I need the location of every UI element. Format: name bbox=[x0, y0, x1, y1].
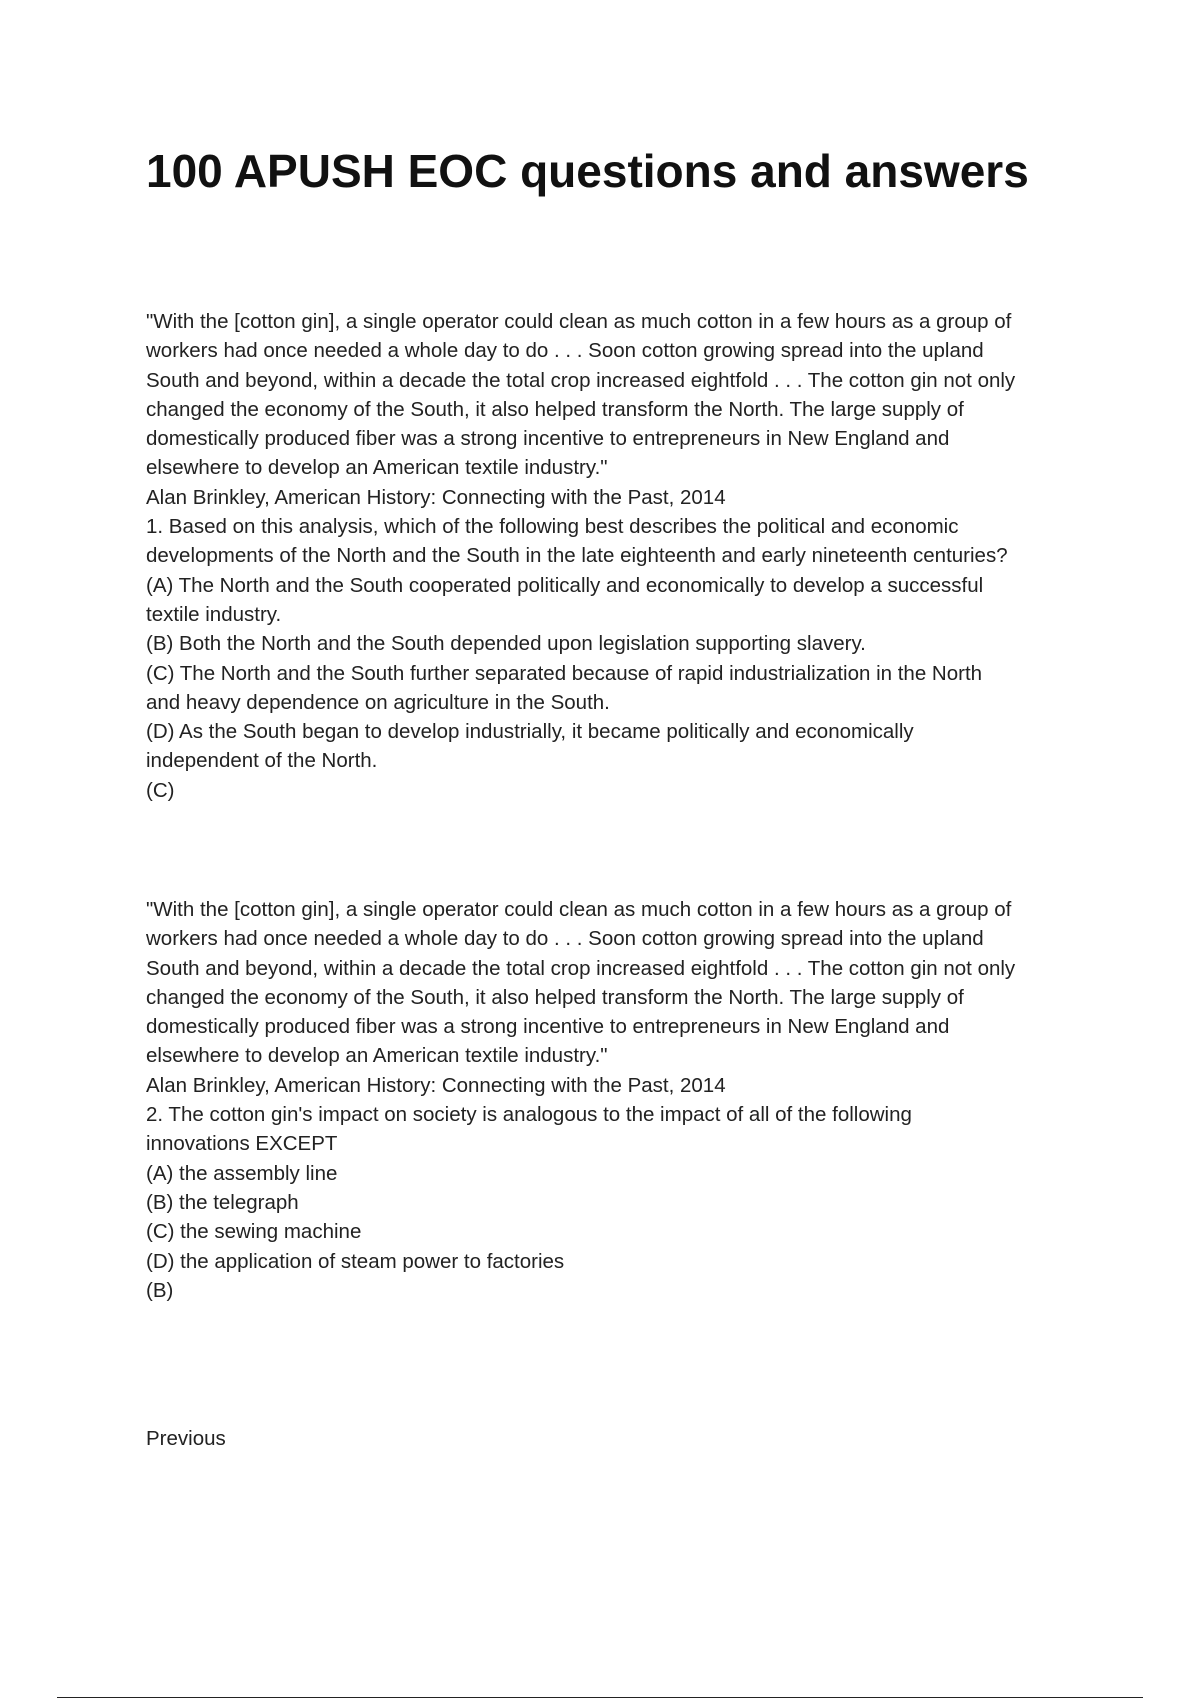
correct-answer: (B) bbox=[146, 1278, 174, 1302]
answer-option-line: (B) the telegraph bbox=[146, 1190, 299, 1214]
passage-line: South and beyond, within a decade the total crop increased eightfold . . . The cotton gin not only bbox=[146, 368, 1016, 392]
passage-line: changed the economy of the South, it also helped transform the North. The large supply of bbox=[146, 985, 964, 1009]
passage-line: elsewhere to develop an American textile industry." bbox=[146, 1044, 608, 1068]
passage-source: Alan Brinkley, American History: Connecting with the Past, 2014 bbox=[146, 485, 726, 509]
passage-line: "With the [cotton gin], a single operator could clean as much cotton in a few hours as a group of bbox=[146, 310, 1012, 333]
question-prompt-line: innovations EXCEPT bbox=[146, 1132, 338, 1156]
footer-divider bbox=[57, 1697, 1143, 1698]
previous-link[interactable]: Previous bbox=[146, 1427, 226, 1450]
passage-line: elsewhere to develop an American textile industry." bbox=[146, 456, 608, 480]
answer-option-line: textile industry. bbox=[146, 602, 282, 626]
passage-line: workers had once needed a whole day to do . . . Soon cotton growing spread into the upland bbox=[146, 927, 984, 951]
answer-option-line: and heavy dependence on agriculture in the South. bbox=[146, 690, 610, 714]
answer-option-line: (D) As the South began to develop industrially, it became politically and economically bbox=[146, 720, 914, 744]
question-block bbox=[146, 307, 1096, 805]
passage-line: domestically produced fiber was a strong incentive to entrepreneurs in New England and bbox=[146, 427, 950, 451]
passage-line: changed the economy of the South, it also helped transform the North. The large supply of bbox=[146, 397, 964, 421]
page-title: 100 APUSH EOC questions and answers bbox=[146, 145, 1029, 197]
answer-option-line: (C) The North and the South further separated because of rapid industrialization in the North bbox=[146, 661, 983, 685]
question-prompt-line: 2. The cotton gin's impact on society is analogous to the impact of all of the following bbox=[146, 1103, 912, 1127]
passage-line: domestically produced fiber was a strong incentive to entrepreneurs in New England and bbox=[146, 1015, 950, 1039]
passage-line: workers had once needed a whole day to do . . . Soon cotton growing spread into the upland bbox=[146, 339, 984, 363]
correct-answer: (C) bbox=[146, 778, 175, 802]
answer-option-line: (A) the assembly line bbox=[146, 1161, 338, 1185]
passage-line: "With the [cotton gin], a single operator could clean as much cotton in a few hours as a group of bbox=[146, 898, 1012, 921]
answer-option-line: independent of the North. bbox=[146, 749, 378, 773]
passage-source: Alan Brinkley, American History: Connecting with the Past, 2014 bbox=[146, 1073, 726, 1097]
question-prompt-line: developments of the North and the South in the late eighteenth and early nineteenth centuries? bbox=[146, 544, 1008, 568]
answer-option-line: (C) the sewing machine bbox=[146, 1220, 362, 1244]
answer-option-line: (A) The North and the South cooperated politically and economically to develop a successful bbox=[146, 573, 984, 597]
question-prompt-line: 1. Based on this analysis, which of the following best describes the political and economic bbox=[146, 515, 959, 539]
answer-option-line: (D) the application of steam power to factories bbox=[146, 1249, 565, 1273]
passage-line: South and beyond, within a decade the total crop increased eightfold . . . The cotton gin not only bbox=[146, 956, 1016, 980]
question-block bbox=[146, 895, 1096, 1305]
answer-option-line: (B) Both the North and the South depended upon legislation supporting slavery. bbox=[146, 632, 866, 656]
